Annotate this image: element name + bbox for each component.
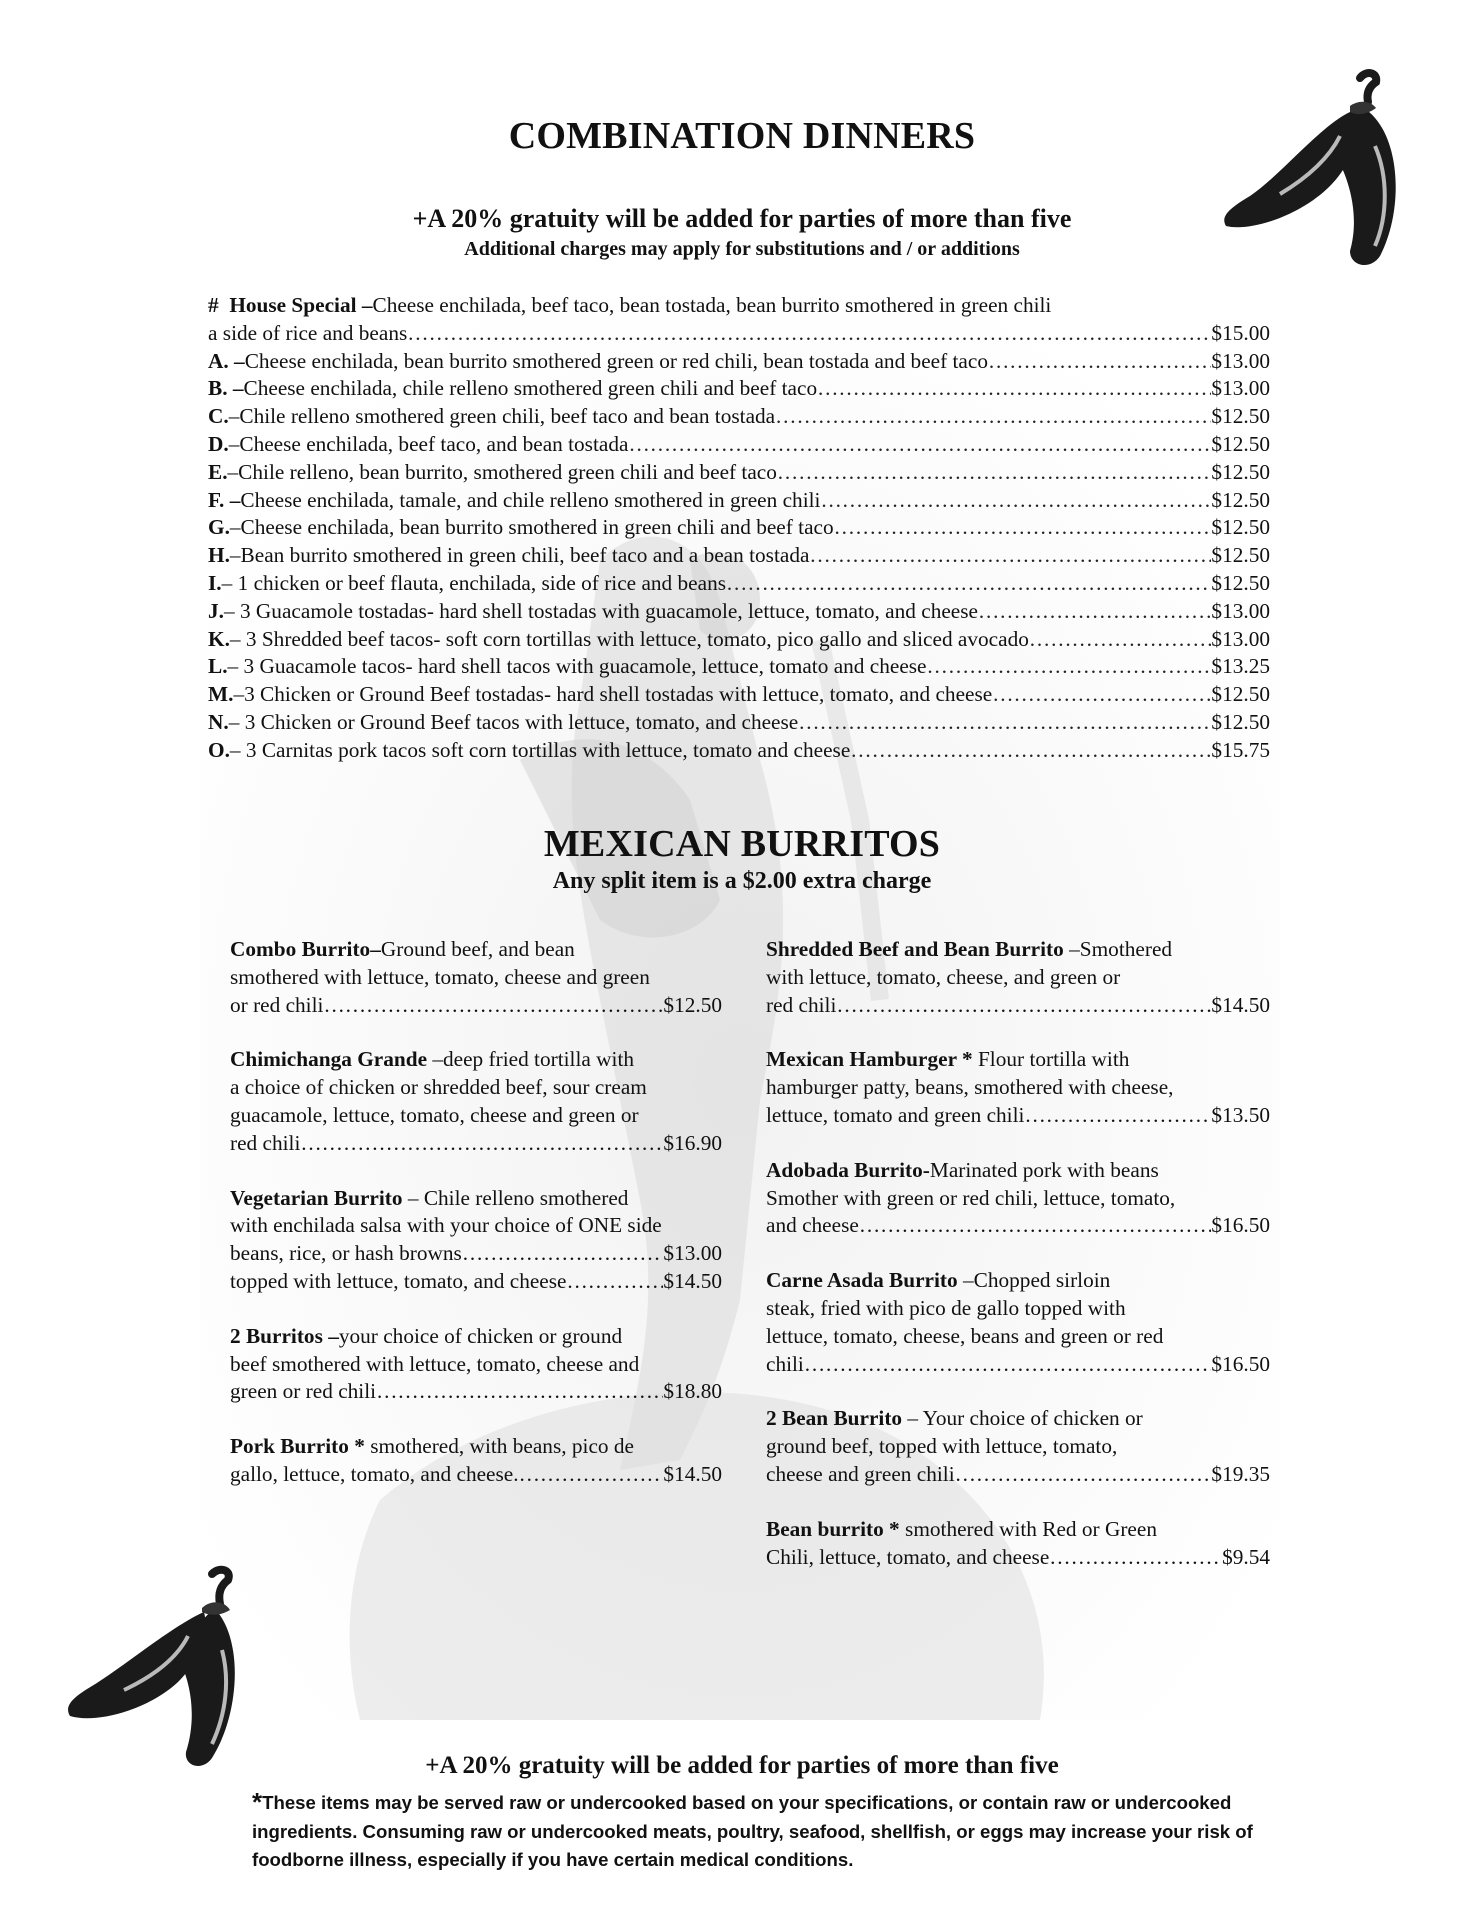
combo-letter: K. xyxy=(208,626,230,651)
burrito-desc: hamburger patty, beans, smothered with cheese, xyxy=(766,1075,1174,1100)
burrito-desc-line xyxy=(230,1185,722,1213)
combo-desc: –Chile relleno smothered green chili, beef taco and bean tostada xyxy=(228,404,776,429)
dot-leader xyxy=(804,1351,1212,1379)
combo-letter: F. – xyxy=(208,487,241,512)
burrito-desc: Smother with green or red chili, lettuce, tomato, xyxy=(766,1185,1176,1210)
dot-leader xyxy=(859,1212,1212,1240)
combo-price: $12.50 xyxy=(1211,431,1270,456)
combo-item xyxy=(208,348,1270,376)
raw-food-disclaimer xyxy=(252,1788,1292,1875)
burrito-desc: or red chili xyxy=(230,992,324,1017)
combo-desc: Cheese enchilada, tamale, and chile relleno smothered in green chili xyxy=(240,487,821,512)
burrito-desc: Flour tortilla with xyxy=(972,1047,1130,1072)
burrito-price: $9.54 xyxy=(1222,1544,1270,1569)
burrito-desc-line xyxy=(766,1295,1270,1323)
combo-price: $12.50 xyxy=(1211,515,1270,540)
burrito-name: Combo Burrito– xyxy=(230,937,381,961)
combo-price: $13.00 xyxy=(1211,626,1270,651)
burrito-item xyxy=(230,1323,722,1406)
burrito-price: $19.35 xyxy=(1211,1461,1270,1486)
burrito-price: $16.50 xyxy=(1211,1213,1270,1238)
house-special-line2 xyxy=(208,320,1270,348)
combo-price: $12.50 xyxy=(1211,543,1270,568)
combo-item xyxy=(208,737,1270,765)
combo-desc: –Chile relleno, bean burrito, smothered green chili and beef taco xyxy=(227,459,777,484)
burrito-desc-line xyxy=(766,1405,1270,1433)
burrito-price: $16.90 xyxy=(663,1130,722,1155)
combo-item xyxy=(208,403,1270,431)
burrito-desc-line xyxy=(766,1433,1270,1461)
dot-leader xyxy=(850,737,1211,765)
combo-letter: G. xyxy=(208,515,230,540)
burrito-desc: red chili xyxy=(766,992,837,1017)
house-special-price: $15.00 xyxy=(1211,320,1270,345)
combo-letter: E. xyxy=(208,459,228,484)
burrito-price-line xyxy=(766,1544,1270,1572)
dot-leader xyxy=(988,348,1211,376)
burrito-price-line xyxy=(766,992,1270,1020)
dot-leader xyxy=(376,1378,663,1406)
combo-letter: L. xyxy=(208,654,228,679)
burrito-desc: smothered, with beans, pico de xyxy=(364,1434,634,1459)
combo-desc: – 3 Carnitas pork tacos soft corn tortillas with lettuce, tomato and cheese xyxy=(229,737,851,762)
combo-item xyxy=(208,598,1270,626)
gratuity-note: +A 20% gratuity will be added for parties of more than five xyxy=(412,204,1072,233)
burrito-price-line xyxy=(230,1240,722,1268)
combo-letter: J. xyxy=(208,598,224,623)
dot-leader xyxy=(798,709,1211,737)
burrito-price-line xyxy=(230,1378,722,1406)
burrito-price-line xyxy=(230,992,722,1020)
disclaimer-text: These items may be served raw or undercooked based on your specifications, or contain raw or undercooked ingredients. Consuming raw or undercooked meats, poultry, seafood, shellfish, or eggs may increase your risk of foodborne illness, especially if you have certain medical conditions. xyxy=(252,1792,1253,1870)
dot-leader xyxy=(1049,1544,1222,1572)
dot-leader xyxy=(992,681,1211,709)
burrito-desc: steak, fried with pico de gallo topped with xyxy=(766,1295,1126,1320)
combo-desc: –3 Chicken or Ground Beef tostadas- hard shell tostadas with lettuce, tomato, and cheese xyxy=(233,682,993,707)
combo-item xyxy=(208,459,1270,487)
combo-item xyxy=(208,626,1270,654)
combo-item xyxy=(208,431,1270,459)
burrito-desc-line xyxy=(766,1516,1270,1544)
burrito-desc: topped with lettuce, tomato, and cheese xyxy=(230,1268,567,1293)
burrito-desc: your choice of chicken or ground xyxy=(338,1323,623,1348)
house-special-name: House Special – xyxy=(229,293,373,317)
burrito-desc: red chili xyxy=(230,1130,301,1155)
burrito-desc: Ground beef, and bean xyxy=(380,937,575,961)
combo-item xyxy=(208,681,1270,709)
burrito-price-line xyxy=(230,1461,722,1489)
burrito-price-line xyxy=(230,1268,722,1296)
combo-item xyxy=(208,375,1270,403)
burrito-desc: beans, rice, or hash browns xyxy=(230,1241,462,1266)
combo-letter: A. – xyxy=(208,348,245,373)
burrito-name: Mexican Hamburger * xyxy=(766,1047,973,1072)
burrito-price: $13.50 xyxy=(1211,1102,1270,1127)
burrito-name: Adobada Burrito- xyxy=(766,1157,930,1182)
dot-leader xyxy=(820,487,1211,515)
house-special-desc: Cheese enchilada, beef taco, bean tostada, bean burrito smothered in green chili xyxy=(372,293,1052,317)
burrito-price-line xyxy=(766,1351,1270,1379)
combo-desc: –Bean burrito smothered in green chili, beef taco and a bean tostada xyxy=(229,543,810,568)
burrito-desc: gallo, lettuce, tomato, and cheese. xyxy=(230,1461,519,1486)
dot-leader xyxy=(955,1461,1212,1489)
combo-desc: –Cheese enchilada, bean burrito smothered in green chili and beef taco xyxy=(229,515,834,540)
burrito-item xyxy=(766,1516,1270,1572)
burrito-item xyxy=(230,936,722,1019)
burrito-price: $18.80 xyxy=(663,1379,722,1404)
burrito-desc: –Chopped sirloin xyxy=(957,1268,1111,1293)
burrito-desc-line xyxy=(230,1323,722,1351)
burritos-right-column xyxy=(766,936,1270,1598)
combo-price: $12.50 xyxy=(1211,459,1270,484)
burrito-price: $14.50 xyxy=(1211,992,1270,1017)
burrito-desc-line xyxy=(230,936,722,964)
burrito-desc: smothered with Red or Green xyxy=(899,1516,1157,1541)
combination-list xyxy=(208,292,1270,765)
combo-letter: N. xyxy=(208,709,229,734)
dot-leader xyxy=(777,459,1212,487)
combo-letter: M. xyxy=(208,682,234,707)
combo-item xyxy=(208,514,1270,542)
combo-desc: – 3 Guacamole tostadas- hard shell tostadas with guacamole, lettuce, tomato, and cheese xyxy=(223,598,978,623)
burrito-desc-line xyxy=(766,964,1270,992)
dot-leader xyxy=(323,992,663,1020)
burrito-desc-line xyxy=(230,1102,722,1130)
split-note: Any split item is a $2.00 extra charge xyxy=(552,868,932,894)
dot-leader xyxy=(927,653,1212,681)
burrito-desc-line xyxy=(766,1323,1270,1351)
burrito-price-line xyxy=(230,1130,722,1158)
burrito-price: $12.50 xyxy=(663,992,722,1017)
burrito-price-line xyxy=(766,1461,1270,1489)
burrito-name: Pork Burrito * xyxy=(230,1434,365,1459)
burrito-desc: chili xyxy=(766,1351,804,1376)
burrito-desc-line xyxy=(230,1046,722,1074)
combo-item xyxy=(208,487,1270,515)
dot-leader xyxy=(407,320,1211,348)
combo-letter: B. – xyxy=(208,376,244,401)
burrito-name: Vegetarian Burrito xyxy=(230,1185,403,1210)
combo-letter: I. xyxy=(208,570,222,595)
dot-leader xyxy=(1024,1102,1211,1130)
combo-item xyxy=(208,653,1270,681)
burrito-desc: lettuce, tomato, cheese, beans and green or red xyxy=(766,1323,1164,1348)
combo-price: $13.25 xyxy=(1211,654,1270,679)
chili-pepper-icon xyxy=(1210,66,1410,274)
burrito-desc: –deep fried tortilla with xyxy=(427,1047,635,1072)
burrito-price-line xyxy=(766,1102,1270,1130)
combo-letter: D. xyxy=(208,431,229,456)
burritos-left-column xyxy=(230,936,722,1516)
burrito-price: $14.50 xyxy=(663,1268,722,1293)
combo-desc: –Cheese enchilada, beef taco, and bean tostada xyxy=(228,431,629,456)
dot-leader xyxy=(836,992,1211,1020)
burrito-desc-line xyxy=(766,1185,1270,1213)
dot-leader xyxy=(817,375,1211,403)
burrito-desc: cheese and green chili xyxy=(766,1461,955,1486)
footer-gratuity-note: +A 20% gratuity will be added for parties of more than five xyxy=(425,1752,1059,1779)
combo-price: $12.50 xyxy=(1211,404,1270,429)
dot-leader xyxy=(519,1461,664,1489)
burrito-name: Bean burrito * xyxy=(766,1516,900,1541)
burrito-desc-line xyxy=(766,1157,1270,1185)
burrito-price: $14.50 xyxy=(663,1461,722,1486)
burrito-item xyxy=(766,1157,1270,1240)
burrito-name: 2 Burritos – xyxy=(230,1323,339,1348)
burrito-desc: and cheese xyxy=(766,1213,859,1238)
combo-price: $12.50 xyxy=(1211,709,1270,734)
burrito-desc: with lettuce, tomato, cheese, and green or xyxy=(766,964,1121,989)
burrito-desc: guacamole, lettuce, tomato, cheese and green or xyxy=(230,1102,639,1127)
dot-leader xyxy=(462,1240,664,1268)
burrito-desc: –Smothered xyxy=(1063,937,1173,961)
dot-leader xyxy=(300,1130,663,1158)
disclaimer-asterisk: * xyxy=(252,1787,263,1817)
burrito-desc: – Chile relleno smothered xyxy=(402,1185,629,1210)
combo-desc: Cheese enchilada, bean burrito smothered green or red chili, bean tostada and beef taco xyxy=(244,348,988,373)
combo-letter: O. xyxy=(208,737,230,762)
burrito-desc: lettuce, tomato and green chili xyxy=(766,1102,1025,1127)
burrito-desc: a choice of chicken or shredded beef, sour cream xyxy=(230,1075,647,1100)
combo-desc: – 1 chicken or beef flauta, enchilada, side of rice and beans xyxy=(221,570,727,595)
burrito-desc: smothered with lettuce, tomato, cheese and green xyxy=(230,964,650,989)
combo-desc: – 3 Shredded beef tacos- soft corn tortillas with lettuce, tomato, pico gallo and sliced avocado xyxy=(229,626,1029,651)
burrito-desc: – Your choice of chicken or xyxy=(902,1406,1143,1431)
burrito-item xyxy=(230,1046,722,1157)
combo-desc: Cheese enchilada, chile relleno smothered green chili and beef taco xyxy=(243,376,818,401)
burrito-price: $16.50 xyxy=(1211,1351,1270,1376)
burrito-desc: Marinated pork with beans xyxy=(929,1157,1159,1182)
burrito-price-line xyxy=(766,1212,1270,1240)
burrito-desc-line xyxy=(766,1074,1270,1102)
burrito-item xyxy=(230,1185,722,1296)
combo-price: $12.50 xyxy=(1211,682,1270,707)
burrito-desc-line xyxy=(230,1074,722,1102)
combo-price: $13.00 xyxy=(1211,348,1270,373)
combo-price: $12.50 xyxy=(1211,487,1270,512)
burrito-desc: beef smothered with lettuce, tomato, cheese and xyxy=(230,1351,640,1376)
burrito-desc-line xyxy=(230,1212,722,1240)
burrito-name: Carne Asada Burrito xyxy=(766,1268,958,1293)
mexican-burritos-title: MEXICAN BURRITOS xyxy=(543,823,941,865)
burrito-desc: ground beef, topped with lettuce, tomato, xyxy=(766,1434,1118,1459)
combo-price: $15.75 xyxy=(1211,737,1270,762)
combo-letter: H. xyxy=(208,543,230,568)
combo-letter: C. xyxy=(208,404,229,429)
burrito-name: Shredded Beef and Bean Burrito xyxy=(766,937,1064,961)
combo-price: $13.00 xyxy=(1211,376,1270,401)
combo-desc: – 3 Chicken or Ground Beef tacos with lettuce, tomato, and cheese xyxy=(228,709,799,734)
dot-leader xyxy=(567,1268,664,1296)
burrito-desc: with enchilada salsa with your choice of ONE side xyxy=(230,1213,662,1238)
burrito-desc-line xyxy=(766,1267,1270,1295)
dot-leader xyxy=(834,514,1212,542)
dot-leader xyxy=(628,431,1211,459)
burrito-desc: Chili, lettuce, tomato, and cheese xyxy=(766,1544,1050,1569)
chili-pepper-icon xyxy=(62,1564,252,1774)
burrito-desc-line xyxy=(766,1046,1270,1074)
burrito-name: 2 Bean Burrito xyxy=(766,1406,903,1431)
burrito-desc-line xyxy=(230,1351,722,1379)
burrito-item xyxy=(766,936,1270,1019)
combo-price: $12.50 xyxy=(1211,570,1270,595)
burrito-desc-line xyxy=(230,1433,722,1461)
burrito-name: Chimichanga Grande xyxy=(230,1047,428,1072)
dot-leader xyxy=(775,403,1211,431)
burrito-desc-line xyxy=(230,964,722,992)
house-special-marker: # xyxy=(208,293,219,317)
dot-leader xyxy=(809,542,1211,570)
house-special-desc-2: a side of rice and beans xyxy=(208,320,408,345)
dot-leader xyxy=(1029,626,1212,654)
burrito-item xyxy=(766,1046,1270,1129)
burrito-desc: green or red chili xyxy=(230,1379,377,1404)
combo-item xyxy=(208,542,1270,570)
burrito-item xyxy=(766,1267,1270,1378)
combo-price: $13.00 xyxy=(1211,598,1270,623)
combo-item xyxy=(208,709,1270,737)
dot-leader xyxy=(978,598,1211,626)
house-special xyxy=(208,292,1270,320)
combo-item xyxy=(208,570,1270,598)
charges-note: Additional charges may apply for substitutions and / or additions xyxy=(464,238,1020,260)
dot-leader xyxy=(726,570,1211,598)
combination-dinners-title: COMBINATION DINNERS xyxy=(508,115,976,157)
burrito-desc-line xyxy=(766,936,1270,964)
burrito-item xyxy=(230,1433,722,1489)
burrito-item xyxy=(766,1405,1270,1488)
burrito-price: $13.00 xyxy=(663,1241,722,1266)
combo-desc: – 3 Guacamole tacos- hard shell tacos with guacamole, lettuce, tomato and cheese xyxy=(227,654,927,679)
